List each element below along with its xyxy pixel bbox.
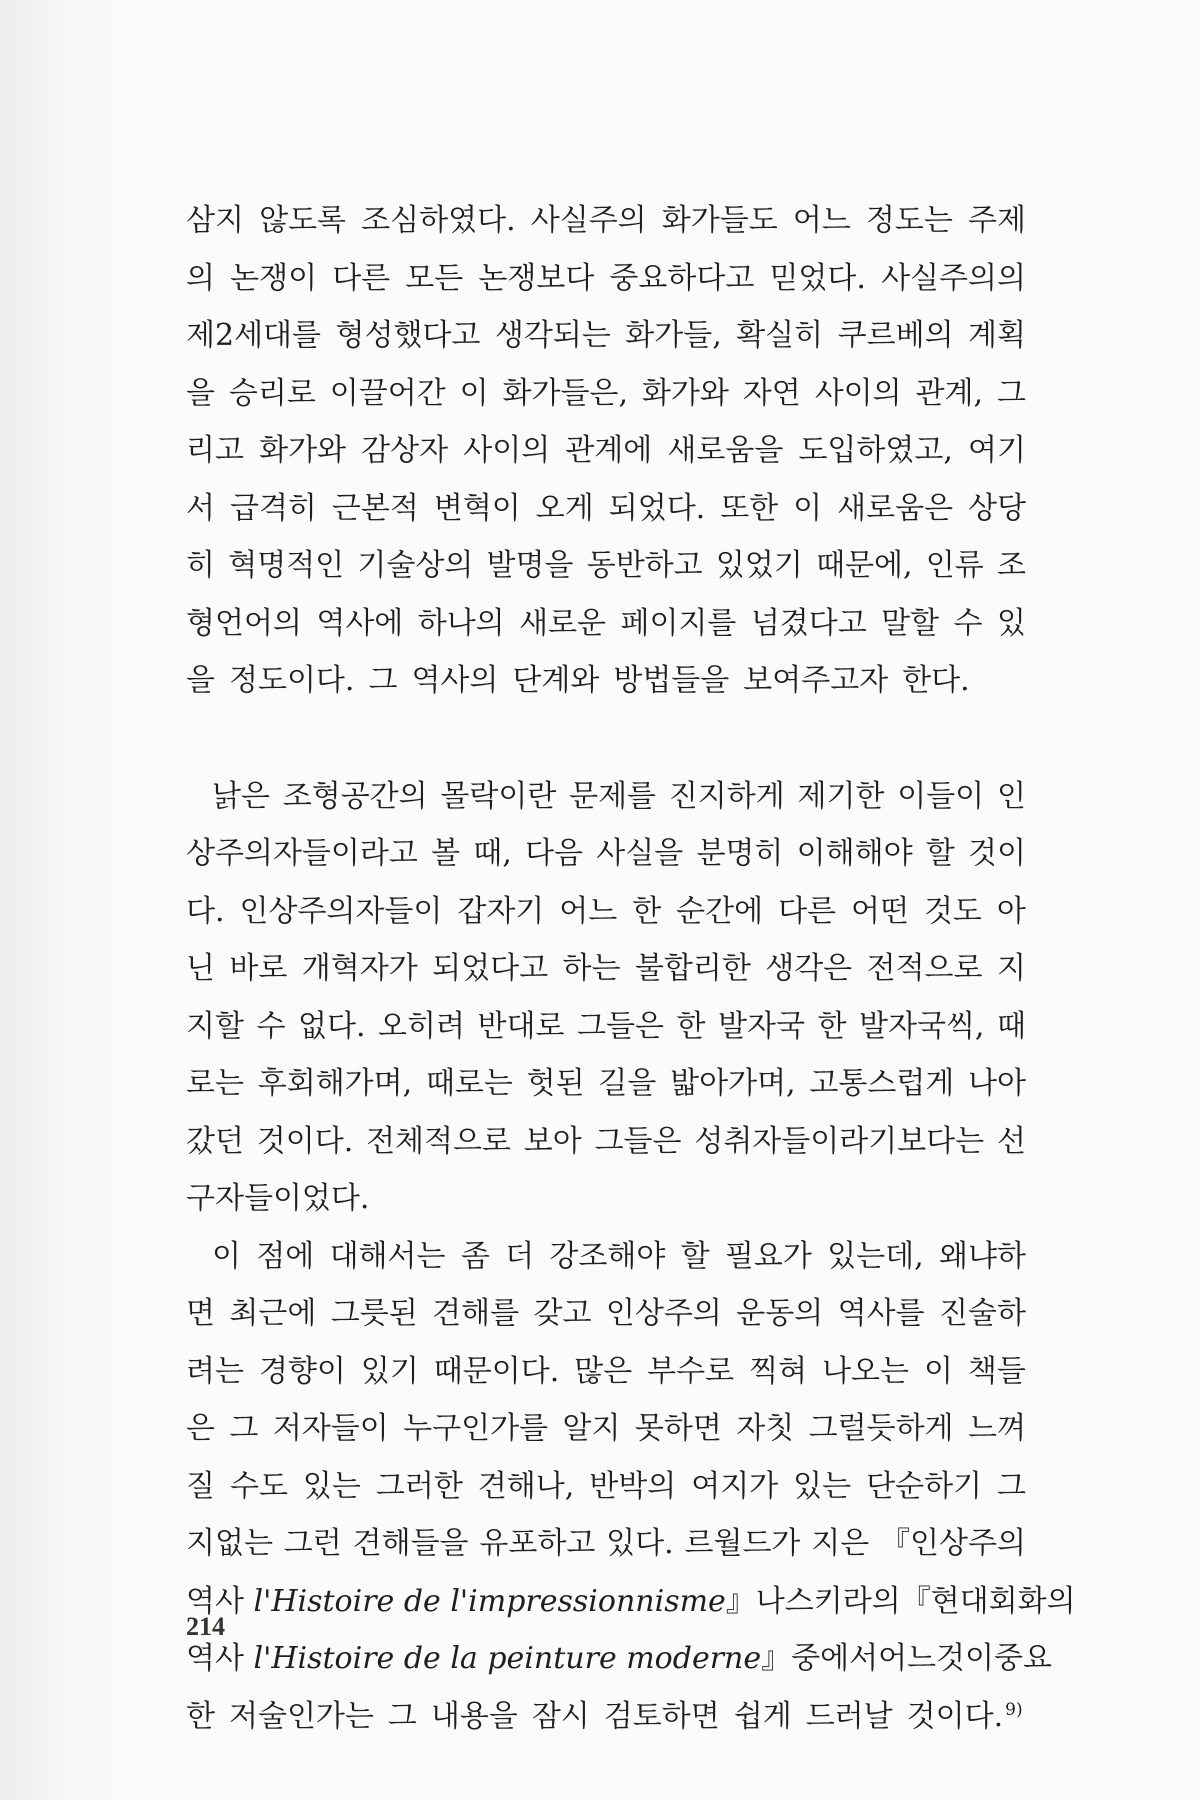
word: 밟아가며,	[670, 1066, 796, 1101]
word: 그럴듯하게	[808, 1411, 954, 1446]
word: 사실주의	[530, 203, 647, 238]
word: 할	[925, 836, 955, 871]
word: 어느	[878, 1641, 937, 1676]
word: 이해해야	[796, 836, 913, 871]
word: 전적으로	[866, 951, 983, 986]
word: 제2세대를	[186, 318, 322, 353]
word: 중요	[994, 1641, 1052, 1676]
word: 다른	[332, 260, 391, 296]
word: 지없는	[186, 1526, 273, 1561]
text-line	[186, 1170, 1026, 1228]
word: 사이의	[463, 433, 551, 468]
word: 진지하게	[668, 778, 785, 814]
word: 이	[212, 1238, 241, 1274]
word: 지할	[186, 1008, 244, 1044]
word: 역사를	[837, 1296, 925, 1331]
word: 닌	[186, 951, 215, 986]
word: 불합리한	[634, 951, 751, 986]
word: 변혁이	[433, 490, 521, 526]
word: 낡은	[212, 778, 270, 814]
word: 때로는	[425, 1066, 513, 1101]
word: 이	[459, 375, 489, 411]
word: 어느	[559, 893, 618, 929]
word: 방법들을	[613, 663, 730, 698]
word: 볼	[431, 836, 461, 871]
word: 내용을	[430, 1698, 518, 1734]
word: 그릇된	[330, 1296, 418, 1331]
word: 보아	[523, 1123, 582, 1159]
word: 반대로	[477, 1008, 565, 1044]
word: 아	[996, 893, 1026, 929]
word: 도입하였고,	[798, 433, 953, 468]
text-line	[186, 537, 1026, 595]
word: 자칫	[736, 1411, 795, 1446]
text-line	[186, 1343, 1026, 1401]
word: 화가들은,	[502, 375, 628, 411]
word: 때문에,	[816, 548, 913, 583]
text-line	[186, 1228, 1026, 1286]
word: 그들은	[577, 1008, 664, 1044]
word: 운동의	[736, 1296, 824, 1331]
text-line	[186, 480, 1026, 538]
word: 의	[186, 260, 215, 296]
word: 있기	[360, 1353, 419, 1389]
word: 느껴	[967, 1411, 1026, 1446]
word: 역사 l'Histoire de la peinture moderne』	[186, 1641, 792, 1676]
paragraph-gap	[186, 710, 1026, 768]
word: 검토하면	[603, 1698, 720, 1734]
word: 개혁자가	[301, 951, 418, 986]
word: 찍혀	[749, 1353, 808, 1389]
word: 강조해야	[549, 1238, 666, 1274]
word: 전체적으로	[366, 1123, 511, 1159]
word: 그	[368, 663, 398, 698]
word: 인	[996, 778, 1026, 814]
word: 논쟁보다	[478, 260, 595, 296]
word: 혁명적인	[228, 548, 345, 583]
text-line	[186, 1458, 1026, 1516]
text-line	[186, 595, 1026, 653]
word: 되었다.	[608, 490, 706, 526]
text-line	[186, 1400, 1026, 1458]
word: 생각되는	[494, 318, 611, 353]
word: 로는	[186, 1066, 244, 1101]
word: 단계와	[512, 663, 600, 698]
body-text	[186, 192, 1076, 1745]
word: 인상주의	[605, 1296, 722, 1331]
word: 그들은	[594, 1123, 682, 1159]
word: 말할	[881, 605, 940, 641]
text-line	[186, 365, 1026, 423]
word: 반박의	[589, 1468, 677, 1504]
word: 발명을	[486, 548, 574, 583]
word: 상당	[968, 490, 1026, 526]
text-line	[186, 192, 1026, 250]
word: 새로운	[519, 605, 607, 641]
word: 이	[923, 1353, 953, 1389]
word: 사실을	[596, 836, 684, 871]
word: 때문이다.	[433, 1353, 560, 1389]
word: 고통스럽게	[809, 1066, 955, 1101]
word: 누구인가를	[403, 1411, 549, 1446]
word: 견해들을	[352, 1526, 469, 1561]
word: 갔던	[186, 1123, 244, 1159]
word: 단순하기	[866, 1468, 983, 1504]
page-number: 214	[186, 1612, 225, 1641]
word: 분명히	[696, 836, 784, 871]
word: 조	[996, 548, 1026, 583]
word: 승리로	[228, 375, 316, 411]
word: 것이	[936, 1641, 995, 1676]
word: 인상주의자들이	[239, 893, 443, 929]
word: 려는	[186, 1353, 244, 1389]
word: 문제를	[569, 778, 657, 814]
word: 것도	[923, 893, 982, 929]
word: 오게	[535, 490, 594, 526]
word: 제기한	[797, 778, 885, 814]
word: 못하면	[634, 1411, 722, 1446]
word: 급격히	[229, 490, 317, 526]
word: 리고	[186, 433, 244, 468]
word: 사실주의의	[881, 260, 1026, 296]
paragraph	[186, 1228, 1076, 1746]
word: 확실히	[736, 318, 824, 353]
word: 부수로	[647, 1353, 735, 1389]
word: 화가들,	[625, 318, 722, 353]
word: 그	[996, 375, 1026, 411]
word: 있는	[302, 1468, 361, 1504]
word: 저자들이	[272, 1411, 389, 1446]
word: 넘겼다고	[750, 605, 867, 641]
word: 다.	[186, 893, 225, 929]
word: 을	[186, 375, 215, 411]
word: 있는데,	[827, 1238, 924, 1274]
word: 르월드가	[684, 1526, 801, 1561]
word: 『인상주의	[880, 1526, 1026, 1561]
word: 점에	[256, 1238, 315, 1274]
word: 있었기	[715, 548, 803, 583]
word: 선	[996, 1123, 1026, 1159]
word: 할	[680, 1238, 710, 1274]
word: 왜냐하	[939, 1238, 1026, 1274]
word: 더	[505, 1238, 535, 1274]
word: 역사 l'Histoire de l'impressionnisme』나	[186, 1583, 785, 1619]
word: 바로	[229, 951, 288, 986]
word: 또한	[720, 490, 779, 526]
word: 근본적	[331, 490, 419, 526]
word: 저술인가는	[228, 1698, 374, 1734]
word: 주제	[968, 203, 1026, 238]
word: 없다.	[298, 1008, 366, 1044]
word: 길을	[598, 1066, 657, 1101]
word: 중요하다고	[609, 260, 755, 296]
word: 지	[996, 951, 1026, 986]
word: 화가들도	[661, 203, 778, 238]
word: 페이지를	[620, 605, 737, 641]
word: 다음	[525, 836, 584, 871]
word: 좀	[460, 1238, 490, 1274]
word: 진술하	[939, 1296, 1026, 1331]
word: 있	[996, 605, 1026, 641]
text-line	[186, 998, 1026, 1056]
word: 헛된	[526, 1066, 585, 1101]
word: 후회해가며,	[257, 1066, 413, 1101]
word: 여지가	[691, 1468, 779, 1504]
word: 면	[186, 1296, 215, 1331]
word: 발자국씩,	[859, 1008, 985, 1044]
word: 갖고	[533, 1296, 592, 1331]
text-line	[186, 307, 1026, 365]
word: 어떤	[851, 893, 909, 929]
word: 상주의자들이라고	[186, 836, 418, 871]
word: 화가와	[259, 433, 347, 468]
word: 유포하고	[479, 1526, 596, 1561]
word: 스키라의	[784, 1583, 901, 1619]
spine-shadow	[0, 0, 140, 1800]
word: 자연	[742, 375, 801, 411]
word: 사이의	[814, 375, 902, 411]
word: 있는	[793, 1468, 852, 1504]
word: 새로움은	[837, 490, 954, 526]
word: 갑자기	[457, 893, 545, 929]
word: 필요가	[724, 1238, 812, 1274]
word: 이	[793, 490, 823, 526]
word: 그	[229, 1411, 259, 1446]
text-line	[186, 1573, 1076, 1631]
text-line	[186, 825, 1026, 883]
word: 형언어의	[186, 605, 302, 641]
word: 때,	[473, 836, 512, 871]
word: 나오는	[822, 1353, 909, 1389]
word: 발자국	[718, 1008, 805, 1044]
word: 역사의	[411, 663, 499, 698]
text-line	[186, 250, 1026, 308]
word: 새로움을	[667, 433, 784, 468]
word: 책들	[967, 1353, 1026, 1389]
text-line	[186, 1515, 1026, 1573]
word: 이들이	[897, 778, 985, 814]
word: 경향이	[258, 1353, 346, 1389]
text-line	[186, 422, 1026, 480]
word: 하는	[562, 951, 621, 986]
word: 정도는	[865, 203, 953, 238]
word: 그	[997, 1468, 1026, 1504]
word: 역사에	[316, 605, 404, 641]
word: 감상자	[361, 433, 449, 468]
word: 쿠르베의	[837, 318, 954, 353]
word: 알지	[562, 1411, 621, 1446]
word: 수	[953, 605, 983, 641]
word: 하나의	[417, 605, 505, 641]
word: 질	[186, 1468, 215, 1504]
word: 『현대회화의	[900, 1583, 1076, 1619]
word: 기술상의	[357, 548, 474, 583]
word: 모든	[405, 260, 464, 296]
word: 지은	[811, 1526, 870, 1561]
word: 을	[186, 663, 215, 698]
word: 믿었다.	[769, 260, 866, 296]
word: 오히려	[378, 1008, 465, 1044]
text-line	[186, 940, 1026, 998]
word: 그러한	[375, 1468, 463, 1504]
word: 한	[817, 1008, 847, 1044]
word: 성취자들이라기보다는	[694, 1123, 985, 1159]
word: 것이다.	[256, 1123, 354, 1159]
word: 최근에	[229, 1296, 317, 1331]
word: 은	[186, 1411, 215, 1446]
word: 정도이다.	[228, 663, 355, 698]
word: 되었다고	[432, 951, 549, 986]
text-line	[186, 1055, 1026, 1113]
word: 한다.	[902, 663, 970, 698]
text-line	[186, 1630, 1052, 1688]
text-line	[186, 768, 1026, 826]
word: 조형공간의	[282, 778, 428, 814]
word: 때	[997, 1008, 1026, 1044]
word: 서	[186, 490, 215, 526]
word: 몰락이란	[440, 778, 557, 814]
word: 화가와	[641, 375, 729, 411]
word: 형성했다고	[335, 318, 481, 353]
word: 쉽게	[733, 1698, 792, 1734]
word: 어느	[792, 203, 851, 238]
word: 조심하였다.	[361, 203, 516, 238]
word: 이끌어간	[329, 375, 446, 411]
text-line	[186, 1688, 1026, 1746]
word: 대해서는	[329, 1238, 446, 1274]
text-line	[186, 883, 1026, 941]
word: 많은	[574, 1353, 633, 1389]
word: 견해를	[432, 1296, 520, 1331]
word: 보여주고자	[743, 663, 889, 698]
word: 있다.	[606, 1526, 674, 1561]
text-line	[186, 1285, 1026, 1343]
word: 한	[676, 1008, 706, 1044]
word: 것이다. $^{9)}$	[906, 1698, 1023, 1734]
word: 않도록	[259, 203, 347, 238]
word: 구자들이었다.	[186, 1181, 370, 1216]
word: 그	[387, 1698, 417, 1734]
word: 생각은	[765, 951, 853, 986]
word: 관계,	[915, 375, 984, 411]
paragraph	[186, 192, 1026, 710]
word: 여기	[968, 433, 1026, 468]
word: 것이	[968, 836, 1026, 871]
word: 삼지	[186, 203, 244, 238]
word: 그런	[283, 1526, 342, 1561]
word: 잠시	[531, 1698, 590, 1734]
word: 순간에	[676, 893, 764, 929]
word: 동반하고	[586, 548, 703, 583]
word: 한	[186, 1698, 215, 1734]
word: 다른	[778, 893, 837, 929]
paragraph	[186, 768, 1026, 1228]
word: 수도	[229, 1468, 288, 1504]
word: 논쟁이	[230, 260, 318, 296]
word: 인류	[925, 548, 984, 583]
word: 수	[256, 1008, 286, 1044]
word: 히	[186, 548, 215, 583]
word: 나아	[968, 1066, 1026, 1101]
word: 드러날	[805, 1698, 893, 1734]
word: 견해나,	[477, 1468, 575, 1504]
text-line	[186, 1113, 1026, 1171]
word: 계획	[968, 318, 1026, 353]
word: 중에서	[791, 1641, 879, 1676]
text-line	[186, 652, 1026, 710]
word: 관계에	[565, 433, 653, 468]
word: 한	[632, 893, 662, 929]
